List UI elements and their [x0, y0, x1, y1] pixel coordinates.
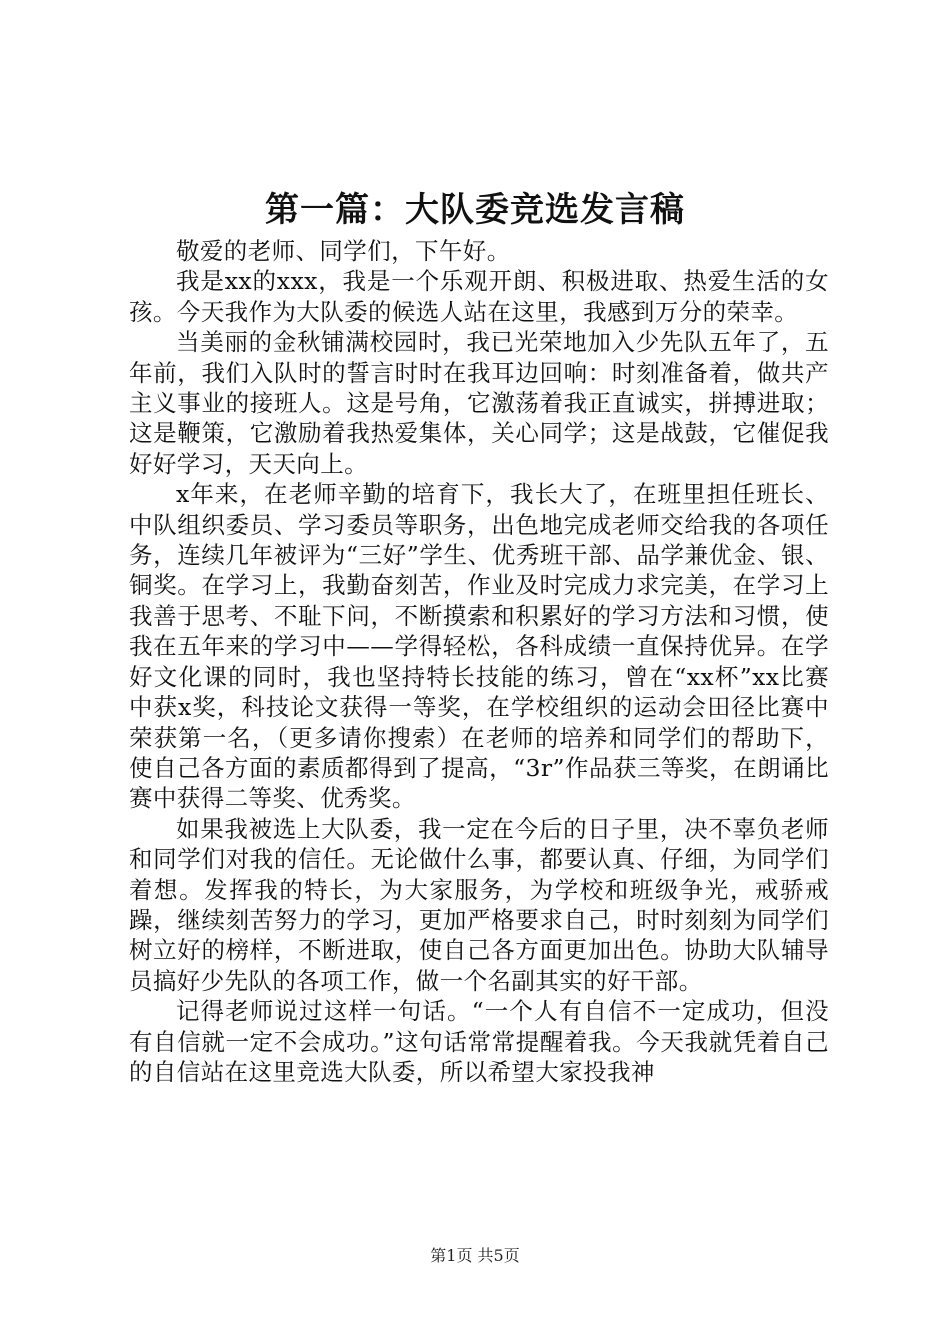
paragraph-pioneer-oath: 当美丽的金秋铺满校园时，我已光荣地加入少先队五年了，五年前，我们入队时的誓言时时在我耳边回响：时刻准备着，做共产主义事业的接班人。这是号角，它激荡着我正直诚实，拼搏进取；这是鞭策，它激励着我热爱集体，关心同学；这是战鼓，它催促我好好学习，天天向上。 — [129, 328, 829, 478]
paragraph-introduction: 我是xx的xxx，我是一个乐观开朗、积极进取、热爱生活的女孩。今天我作为大队委的候选人站在这里，我感到万分的荣幸。 — [129, 267, 829, 326]
paragraph-promise: 如果我被选上大队委，我一定在今后的日子里，决不辜负老师和同学们对我的信任。无论做什么事，都要认真、仔细，为同学们着想。发挥我的特长，为大家服务，为学校和班级争光，戒骄戒躁，继续刻苦努力的学习，更加严格要求自己，时时刻刻为同学们树立好的榜样，不断进取，使自己各方面更加出色。协助大队辅导员搞好少先队的各项工作，做一个名副其实的好干部。 — [129, 814, 829, 995]
paragraph-greeting: 敬爱的老师、同学们，下午好。 — [176, 237, 511, 265]
paragraph-achievements: x年来，在老师辛勤的培育下，我长大了，在班里担任班长、中队组织委员、学习委员等职务，出色地完成老师交给我的各项任务，连续几年被评为“三好”学生、优秀班干部、品学兼优金、银、铜奖。在学习上，我勤奋刻苦，作业及时完成力求完美，在学习上我善于思考、不耻下问，不断摸索和积累好的学习方法和习惯，使我在五年来的学习中——学得轻松，各科成绩一直保持优异。在学好文化课的同时，我也坚持特长技能的练习，曾在“xx杯”xx比赛中获x奖，科技论文获得一等奖，在学校组织的运动会田径比赛中荣获第一名，（更多请你搜索）在老师的培养和同学们的帮助下，使自己各方面的素质都得到了提高，“3r”作品获三等奖，在朗诵比赛中获得二等奖、优秀奖。 — [129, 480, 829, 813]
document-title: 第一篇：大队委竞选发言稿 — [265, 190, 685, 230]
page-footer: 第1页 共5页 — [430, 1246, 520, 1265]
paragraph-confidence: 记得老师说过这样一句话。“一个人有自信不一定成功，但没有自信就一定不会成功。”这句话常常提醒着我。今天我就凭着自己的自信站在这里竞选大队委，所以希望大家投我神 — [129, 997, 829, 1086]
document-body — [129, 236, 829, 1087]
